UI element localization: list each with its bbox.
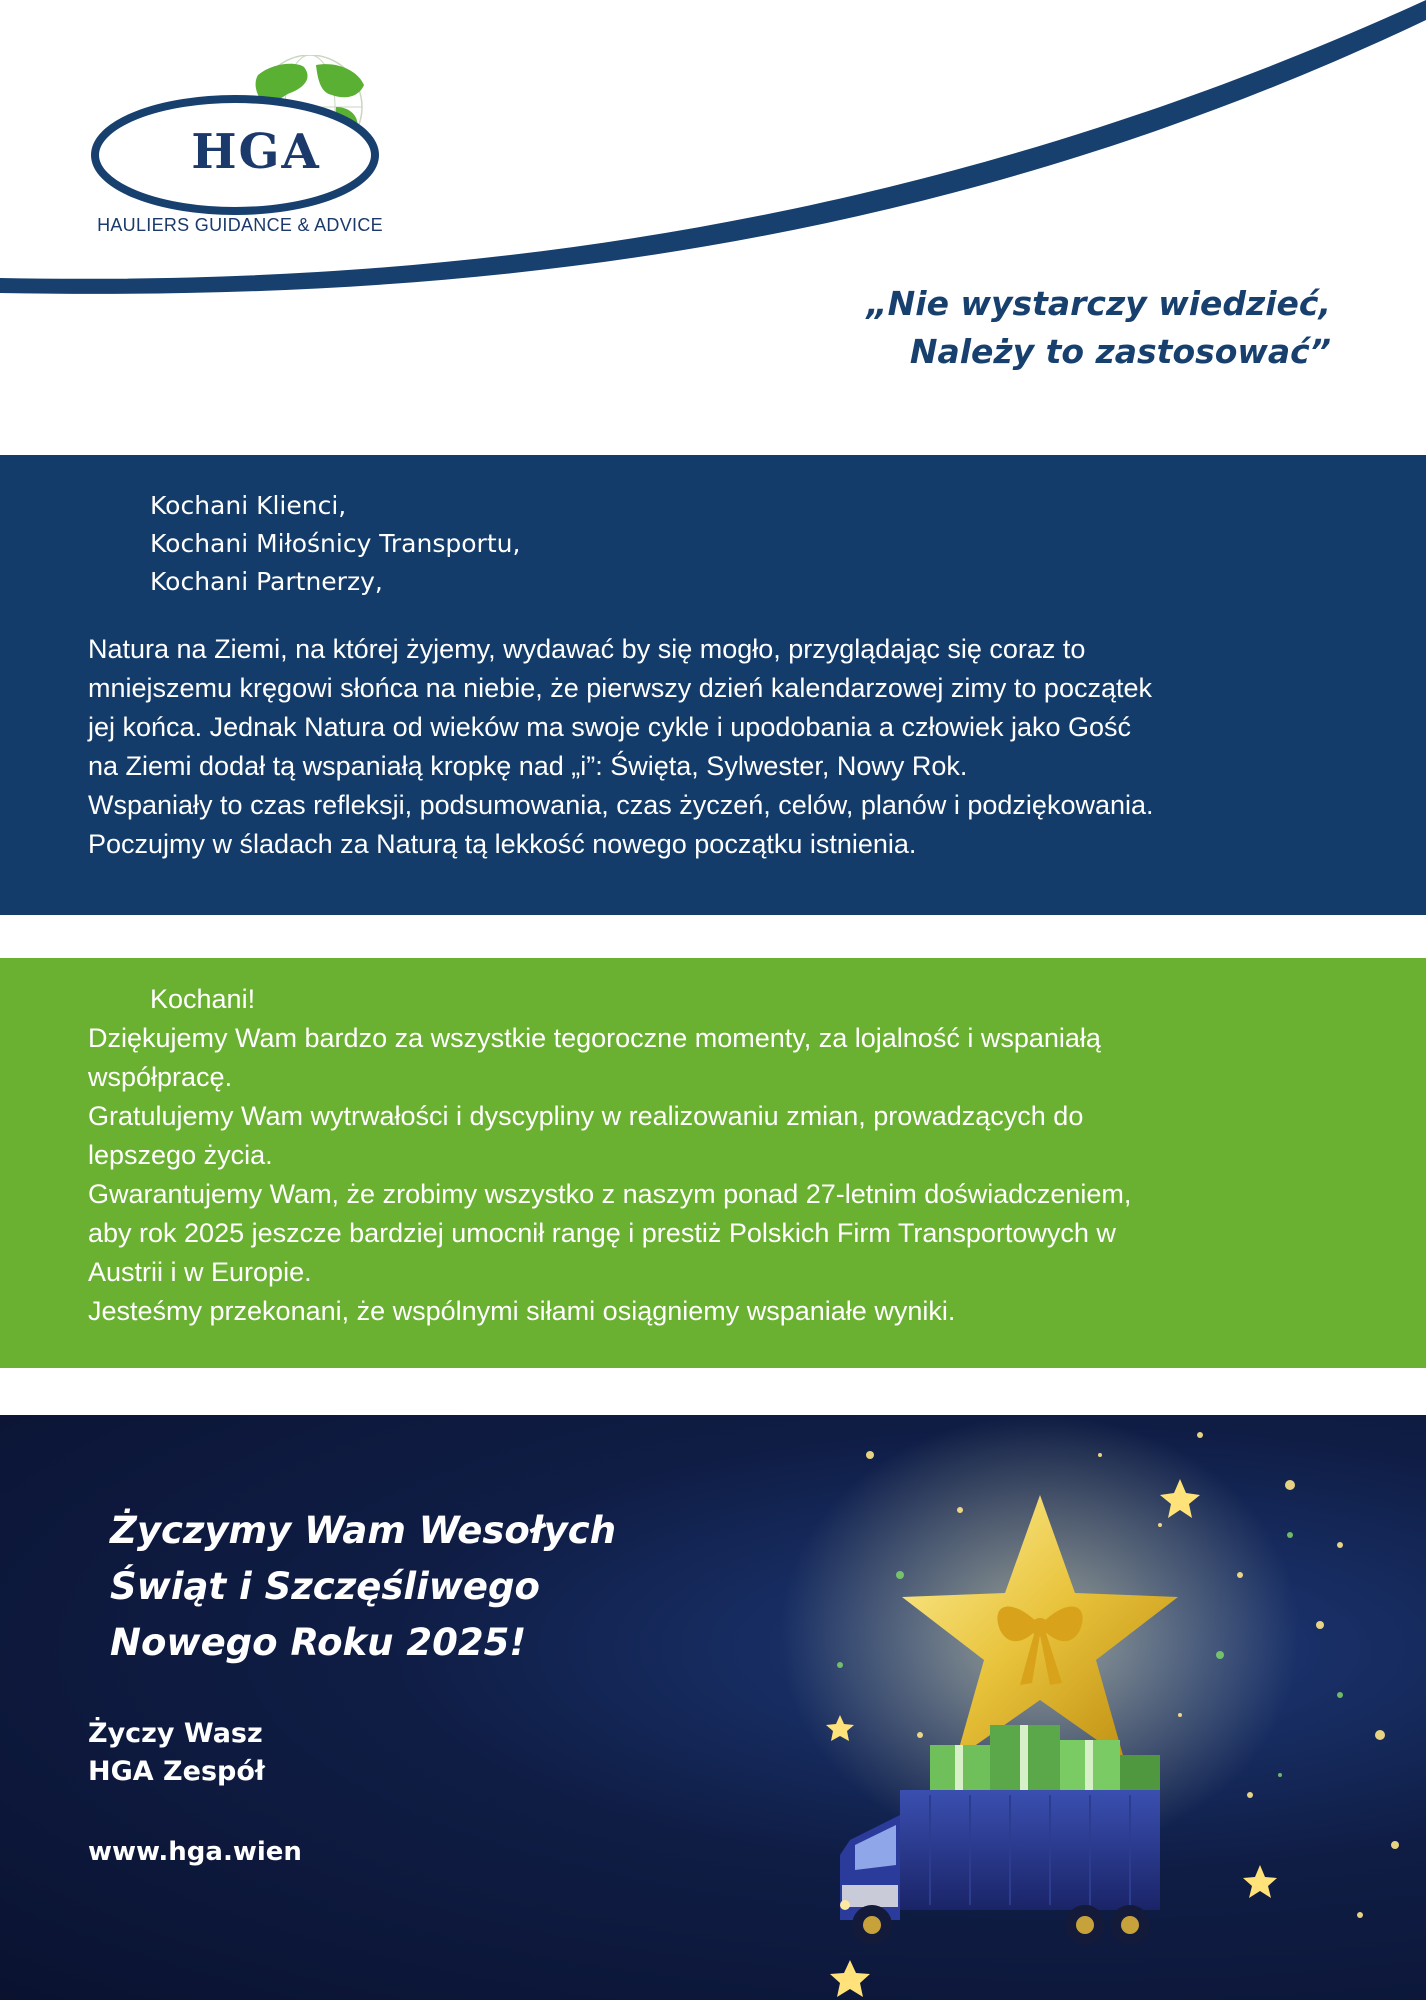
hga-logo <box>90 55 410 245</box>
wish-line: Świąt i Szczęśliwego <box>110 1565 540 1608</box>
body-line: Poczujmy w śladach za Naturą tą lekkość nowego początku istnienia. <box>88 829 917 859</box>
body-line: Gratulujemy Wam wytrwałości i dyscypliny w realizowaniu zmian, prowadzących do <box>88 1101 1084 1131</box>
body-line: na Ziemi dodał tą wspaniałą kropkę nad „i”: Święta, Sylwester, Nowy Rok. <box>88 751 968 781</box>
wishes-headline <box>110 1503 616 1671</box>
greeting-line: Kochani Klienci, <box>150 491 347 520</box>
intro-body <box>88 630 1378 864</box>
greeting-line: Kochani Partnerzy, <box>150 567 383 596</box>
wish-line: Nowego Roku 2025! <box>110 1621 527 1664</box>
website-link[interactable]: www.hga.wien <box>88 1837 302 1867</box>
body-line: Austrii i w Europie. <box>88 1257 312 1287</box>
body-line: Dziękujemy Wam bardzo za wszystkie tegoroczne momenty, za lojalność i wspaniałą <box>88 1023 1101 1053</box>
body-line: lepszego życia. <box>88 1140 273 1170</box>
greeting-line: Kochani Miłośnicy Transportu, <box>150 529 521 558</box>
signature-line: Życzy Wasz <box>88 1718 263 1749</box>
wishes-panel <box>0 1415 1426 2000</box>
thanks-body <box>88 1019 1368 1331</box>
body-line: Natura na Ziemi, na której żyjemy, wydawać by się mogło, przyglądając się coraz to <box>88 634 1086 664</box>
body-line: Wspaniały to czas refleksji, podsumowania, czas życzeń, celów, planów i podziękowania. <box>88 790 1154 820</box>
wish-line: Życzymy Wam Wesołych <box>110 1509 617 1552</box>
signature-line: HGA Zespół <box>88 1756 265 1787</box>
body-line: jej końca. Jednak Natura od wieków ma swoje cykle i upodobania a człowiek jako Gość <box>88 712 1132 742</box>
intro-panel <box>0 455 1426 915</box>
motto <box>631 280 1331 376</box>
thanks-panel <box>0 958 1426 1368</box>
body-line: Jesteśmy przekonani, że wspólnymi siłami osiągniemy wspaniałe wyniki. <box>88 1296 956 1326</box>
motto-line: „Nie wystarczy wiedzieć, <box>866 284 1331 323</box>
intro-greetings <box>150 487 520 601</box>
motto-line: Należy to zastosować” <box>909 332 1331 371</box>
thanks-greeting: Kochani! <box>150 984 256 1014</box>
body-line: aby rok 2025 jeszcze bardziej umocnił rangę i prestiż Polskich Firm Transportowych w <box>88 1218 1116 1248</box>
logo-wordmark: HGA <box>191 124 321 180</box>
signature <box>88 1715 265 1791</box>
logo-tagline: HAULIERS GUIDANCE & ADVICE <box>97 215 383 235</box>
body-line: mniejszemu kręgowi słońca na niebie, że pierwszy dzień kalendarzowej zimy to początek <box>88 673 1152 703</box>
body-line: współpracę. <box>88 1062 233 1092</box>
body-line: Gwarantujemy Wam, że zrobimy wszystko z naszym ponad 27-letnim doświadczeniem, <box>88 1179 1132 1209</box>
